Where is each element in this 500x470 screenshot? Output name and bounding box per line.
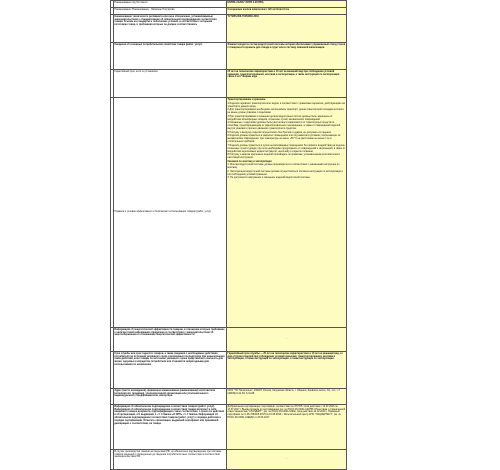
table-row [111,8,347,15]
row-value: Добровольная сертификация. Сертификат соответствия № 977975. Срок действия с 12.07.2016 по 17.07.2017 г. Выдан органом по сертификации рег. № РОСС RU.0001.11КП56 Обществом с ограниченной ответственностью "СТАНДАРТ", рег. № РОСС RU.0001.10ЕЖ, срок действия 14.12.2016 г. Пожарный сертификат № С-RU.ПБ34.В.00179 в 16.08.2016 г. Испытательный центр АНО "НАЦСЕРТЕСТ", рег. № РОСС RU.0001.21ЕЕ83 от 23.06.2017. [226,405,346,450]
table-row [111,450,347,470]
storage-item: 5 Погрузку и выгрузку изделий осуществлять без бросков и ударов, не допускать их падения. [227,130,332,134]
storage-item: 2 Для транспортирования необходимо использовать транспорт, длина транспортной площадки которого, не менее длины упаковки с изделиями. [227,108,345,115]
storage-item: 8 Погрузку и монтаж крепежных изделий производить по правилам, установленным изготовителем в настоящей инструкции. [227,153,340,159]
row-label: Наименование под Легтовелл [113,1,226,8]
table-row [111,352,347,389]
row-value: Элемент входит в состав водосточной системы которая обеспечивает управляемый отвод стоков с поверхности кровель для отвода в грунт или в систему ливневой канализации. [226,43,346,70]
table-row [111,43,347,70]
row-value: - [226,450,346,470]
product-info-table [110,0,347,470]
row-value: 25 лет на технические характеристики и 10 лет на внешний вид при соблюдении условий хранения, транспортирования, монтажа и эксплуатации, а также инструкции по эксплуатации связи 3 из 7 Фирмы изде [226,70,346,98]
mounting-item: 2. Эксплуатация водосточной системы должна осуществляться согласно инструкции по эксплуатации и при соблюдении условий хранения. [227,169,343,176]
row-value: ENTRE 2A2017 ЭОТВ 2-2017БA [226,1,346,8]
row-label: Сведения об основных потребительских свойствах товара (работ, услуг). [113,43,226,70]
row-value: Сооцинение изопов химического 120 sm Grand Line [226,8,346,15]
storage-item: 6 Изделия должны храниться в закрытых помещениях или под навесом в условиях, исключающих их механические повреждения, при температуре не выше +50 °С на расстоянии не менее 1 м от отопительных приборов. [227,134,341,144]
row-label: Наименование (Наименование - Назвоние Потрирова [113,8,226,15]
row-label: Правила и условия эффективного и безопасного использования товаров (работ, услуг) [113,98,226,328]
row-label: Адрес (место нахождения), фирменное наименование (наименование) изготовителя (исполнителя, продавца), уполномоченной организации или уполномоченного индивидуального предпринимателя, импортера. [113,389,226,405]
storage-item: 1 Изделия перевозят транспортом всех видов, в соответствии с правилами перевозок, действующими на транспорте данного вида. [227,101,345,108]
row-value: - [226,328,346,352]
row-label: Наименование технического регламента или иное обозначение, устанавливаемые законодательством о стандартизации об обязательной подтверждения соответствия товара. Ссылки на стандарты и технические условия, в соответствии с которыми изготовлен товар, и требования которых он должен соответствовать [113,15,226,43]
row-label: Гарантийный срок, если он установлен [113,70,226,98]
row-label: Срок службы или срок годности товаров, а также сведения о необходимых действиях потребителя по истечении указанного срока и возможных последствиях при невыполнении таких действий, если товары по истечении указанного срока представляют опасность для жизни, здоровья и имущества потребителя или становятся непригодными для использования по назначению [113,352,226,389]
table-row [111,98,347,328]
row-value: ТУ 5856-006-70453330-2016 [226,15,346,43]
row-value: ООО "ТО "Металлоне", 249037, Россия, Калужская область, г. Обнинск, Киевское шоссе, 3/с, тел.: +7 (48439) 6-41-94, 6-41-88 [226,389,346,405]
table-row [111,405,347,450]
table-row [111,389,347,405]
row-label: В случае производства товаров за пределами РФ, их обязательно подтверждение при поставке товаров сведений о проведенных до сведения потребителя иных соответствия в соответствии законодательством РФ. [113,450,226,470]
table-row [111,328,347,352]
row-value-paragraphs [226,98,346,328]
mounting-heading: Указания по монтажу и эксплуатации [227,159,272,163]
table-row [111,1,347,8]
mounting-item: 3. Не допускается нагружение и смещение изделий водосточной системы. [227,176,311,180]
row-value: Гарантийный срок службы — 25 лет на технические характеристики и 10 лет на внешний вид, со дня отгрузки изделий при соблюдении условий хранения, транспортирования, монтажа и эксплуатации, а также инструкций по эксплуатации, а также инструкции по эксплуатации. [226,352,346,389]
storage-item: 7 Изделия должны храниться в сухих неотапливаемых помещениях без прямого воздействия на изделие солнечных лучей и дождя, при этом необходимо предохранять от повреждений и загрязнений, а также от воздействия агрессивных жидкостей (кислот, щелочей) и открытого пламени. [227,143,346,153]
storage-heading: Транспортирование и хранение [227,98,266,102]
row-label: Информация об обязательном подтверждении соответствия товаров (работ, услуг). Информация об обязательном подтверждении соответствия товара включает в себя сведения о номере документа, подтверждающего такое соответствие, о сроке его действия и об организации, его выдавшей. 1. ст. 3 Закона «О ЗПП», ст. 7 Закона. Информация об обязательном подтверждении соответствия товаров (работ, услуг) о порядке действия и порядке сертификации. Отметить организации, выдавшей сертификат или принявшей декларацию о соответствии, на товаре. [113,405,226,450]
table-row [111,15,347,43]
storage-item: 3 При транспортировании и хранении детали водосточных систем должны быть защищены от воздействия атмосферных осадков, солнечных лучей, механических повреждений. [227,114,333,121]
storage-item: 4 Связанные с изделиями должны быть рассчитаны в зависимости от транспортных средств по способам, предотвращающим их самопроизвольное перемещение, а также от повреждений изделий внутри упаковки и прочего движения транспортного средства. [227,121,341,131]
table-row [111,70,347,98]
document-sheet [110,0,347,461]
row-label: Информация об энергетической эффективности товаров, в отношении которых требование о наличии такой информации определено в соответствии с законодательством об энергосбережении и о повышении энергетической эффективности [113,328,226,352]
mounting-item: 1. Монтаж водосточной системы должен производиться в соответствии с указанными инструкции по монтажу. [227,163,340,170]
